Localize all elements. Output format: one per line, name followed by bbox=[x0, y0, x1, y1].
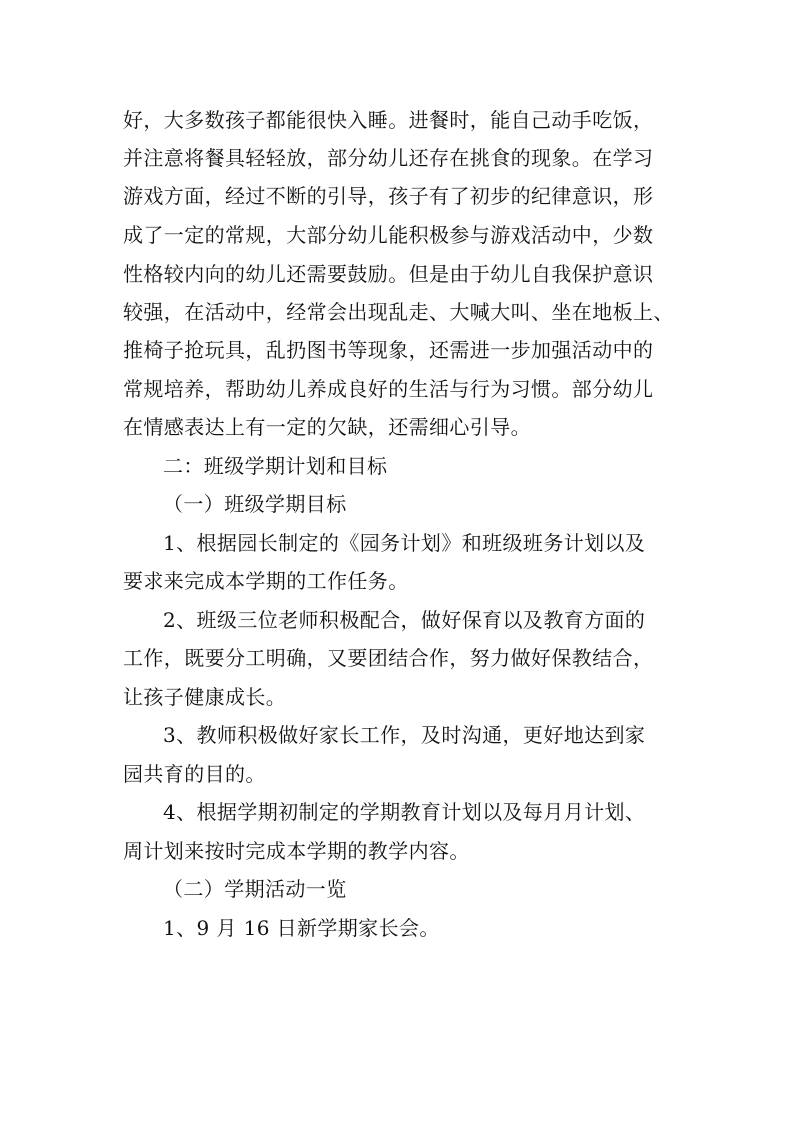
paragraph-line: 较强，在活动中，经常会出现乱走、大喊大叫、坐在地板上、 bbox=[123, 300, 674, 324]
list-item-line: 1、根据园长制定的《园务计划》和班级班务计划以及 bbox=[163, 531, 646, 555]
list-item-line: 园共育的目的。 bbox=[123, 762, 266, 786]
subsection-heading: （一）班级学期目标 bbox=[163, 492, 347, 516]
list-item-line: 工作，既要分工明确，又要团结合作，努力做好保教结合， bbox=[123, 646, 654, 670]
paragraph-line: 性格较内向的幼儿还需要鼓励。但是由于幼儿自我保护意识 bbox=[123, 262, 654, 286]
list-item-line: 1、9 月 16 日新学期家长会。 bbox=[163, 916, 440, 940]
list-item-line: 3、教师积极做好家长工作，及时沟通，更好地达到家 bbox=[163, 723, 646, 747]
paragraph-line: 并注意将餐具轻轻放，部分幼儿还存在挑食的现象。在学习 bbox=[123, 146, 654, 170]
paragraph-line: 游戏方面，经过不断的引导，孩子有了初步的纪律意识，形 bbox=[123, 184, 654, 208]
paragraph-line: 推椅子抢玩具，乱扔图书等现象，还需进一步加强活动中的 bbox=[123, 338, 654, 362]
list-item-line: 让孩子健康成长。 bbox=[123, 685, 287, 709]
paragraph-line: 常规培养，帮助幼儿养成良好的生活与行为习惯。部分幼儿 bbox=[123, 377, 654, 401]
paragraph-line: 在情感表达上有一定的欠缺，还需细心引导。 bbox=[123, 415, 531, 439]
list-item-line: 周计划来按时完成本学期的教学内容。 bbox=[123, 839, 470, 863]
list-item-line: 要求来完成本学期的工作任务。 bbox=[123, 569, 409, 593]
section-heading: 二：班级学期计划和目标 bbox=[163, 454, 388, 478]
list-item-line: 4、根据学期初制定的学期教育计划以及每月月计划、 bbox=[163, 800, 646, 824]
subsection-heading: （二）学期活动一览 bbox=[163, 877, 347, 901]
list-item-line: 2、班级三位老师积极配合，做好保育以及教育方面的 bbox=[163, 608, 646, 632]
paragraph-line: 好，大多数孩子都能很快入睡。进餐时，能自己动手吃饭， bbox=[123, 108, 654, 132]
paragraph-line: 成了一定的常规，大部分幼儿能积极参与游戏活动中，少数 bbox=[123, 223, 654, 247]
